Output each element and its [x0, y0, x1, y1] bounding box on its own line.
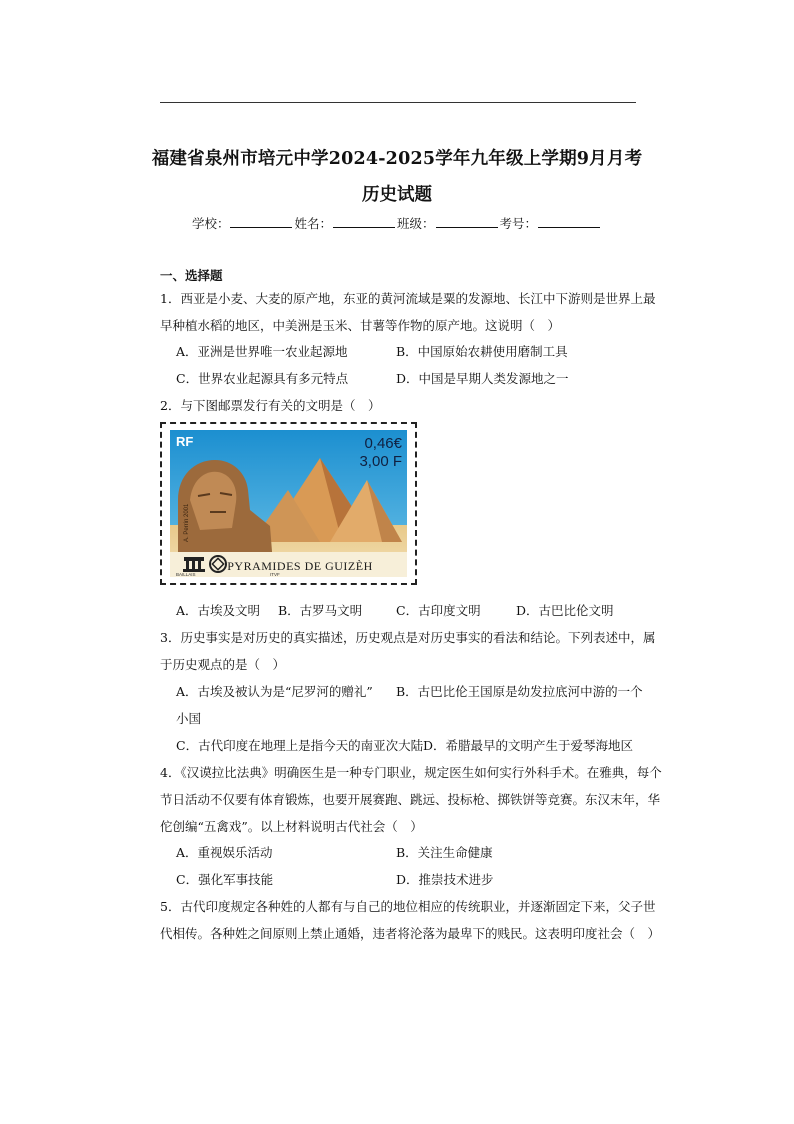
exam-number-blank[interactable]	[538, 215, 600, 228]
q4-option-b[interactable]: B．关注生命健康	[396, 845, 493, 860]
q2-option-a[interactable]: A．古埃及文明	[176, 603, 261, 618]
page-subtitle: 历史试题	[362, 185, 432, 205]
q1-option-b[interactable]: B．中国原始农耕使用磨制工具	[396, 344, 568, 359]
q1-stem-line: 早种植水稻的地区，中美洲是玉米、甘薯等作物的原产地。这说明（ ）	[160, 318, 561, 333]
stamp-illustration	[170, 430, 407, 577]
stamp-image	[160, 422, 417, 585]
stamp-caption: PYRAMIDES DE GUIZÈH	[227, 559, 373, 573]
header-rule	[160, 102, 636, 103]
school-blank[interactable]	[230, 215, 292, 228]
q4-option-d[interactable]: D．推崇技术进步	[396, 872, 494, 887]
q5-stem-line: 代相传。各种姓之间原则上禁止通婚，违者将沦落为最卑下的贱民。这表明印度社会（ ）	[160, 926, 661, 941]
class-label: 班级：	[397, 216, 435, 231]
class-blank[interactable]	[436, 215, 498, 228]
stamp-printer: ITVF	[270, 572, 280, 577]
section-title: 一、选择题	[160, 268, 223, 283]
q4-option-c[interactable]: C．强化军事技能	[176, 872, 274, 887]
q4-option-a[interactable]: A．重视娱乐活动	[176, 845, 273, 860]
stamp-side-text: A. Perrin 2001	[184, 503, 190, 542]
q4-stem-line: 节日活动不仅要有体育锻炼，也要开展赛跑、跳远、投标枪、掷铁饼等竞赛。东汉末年，华	[160, 792, 661, 807]
stamp-price-franc: 3,00 F	[359, 453, 402, 470]
exam-number-label: 考号：	[499, 216, 538, 231]
name-blank[interactable]	[333, 215, 395, 228]
stamp-price-euro: 0,46€	[364, 435, 402, 452]
q3-stem-line: 3．历史事实是对历史的真实描述，历史观点是对历史事实的看法和结论。下列表述中，属	[160, 630, 656, 645]
q3-option-d[interactable]: D．希腊最早的文明产生于爱琴海地区	[423, 738, 634, 753]
q3-option-c[interactable]: C．古代印度在地理上是指今天的南亚次大陆	[176, 738, 424, 753]
name-label: 姓名：	[294, 216, 332, 231]
school-label: 学校：	[191, 216, 230, 231]
q3-option-b-wrap[interactable]: 小国	[176, 711, 202, 726]
q5-stem-line: 5．古代印度规定各种姓的人都有与自己的地位相应的传统职业，并逐渐固定下来，父子世	[160, 899, 656, 914]
q1-option-a[interactable]: A．亚洲是世界唯一农业起源地	[176, 344, 348, 359]
q2-stem-line: 2．与下图邮票发行有关的文明是（ ）	[160, 398, 381, 413]
q2-option-d[interactable]: D．古巴比伦文明	[516, 603, 614, 618]
q1-option-d[interactable]: D．中国是早期人类发源地之一	[396, 371, 569, 386]
q1-option-c[interactable]: C．世界农业起源具有多元特点	[176, 371, 349, 386]
stamp-country: RF	[176, 434, 194, 449]
student-info-line	[0, 214, 794, 232]
q4-stem-line: 佗创编“五禽戏”。以上材料说明古代社会（ ）	[160, 819, 423, 834]
q2-option-c[interactable]: C．古印度文明	[396, 603, 481, 618]
stamp-engraver: BAILLAIS	[176, 572, 196, 577]
q3-option-a[interactable]: A．古埃及被认为是“尼罗河的赠礼”	[176, 684, 373, 699]
page-title: 福建省泉州市培元中学2024-2025学年九年级上学期9月月考	[151, 149, 643, 169]
q2-option-b[interactable]: B．古罗马文明	[278, 603, 363, 618]
q4-stem-line: 4．《汉谟拉比法典》明确医生是一种专门职业，规定医生如何实行外科手术。在雅典，每个	[160, 765, 662, 780]
q1-stem-line: 1．西亚是小麦、大麦的原产地，东亚的黄河流域是粟的发源地、长江中下游则是世界上最	[160, 291, 656, 306]
q3-stem-line: 于历史观点的是（ ）	[160, 657, 286, 672]
q3-option-b[interactable]: B．古巴比伦王国原是幼发拉底河中游的一个	[396, 684, 643, 699]
